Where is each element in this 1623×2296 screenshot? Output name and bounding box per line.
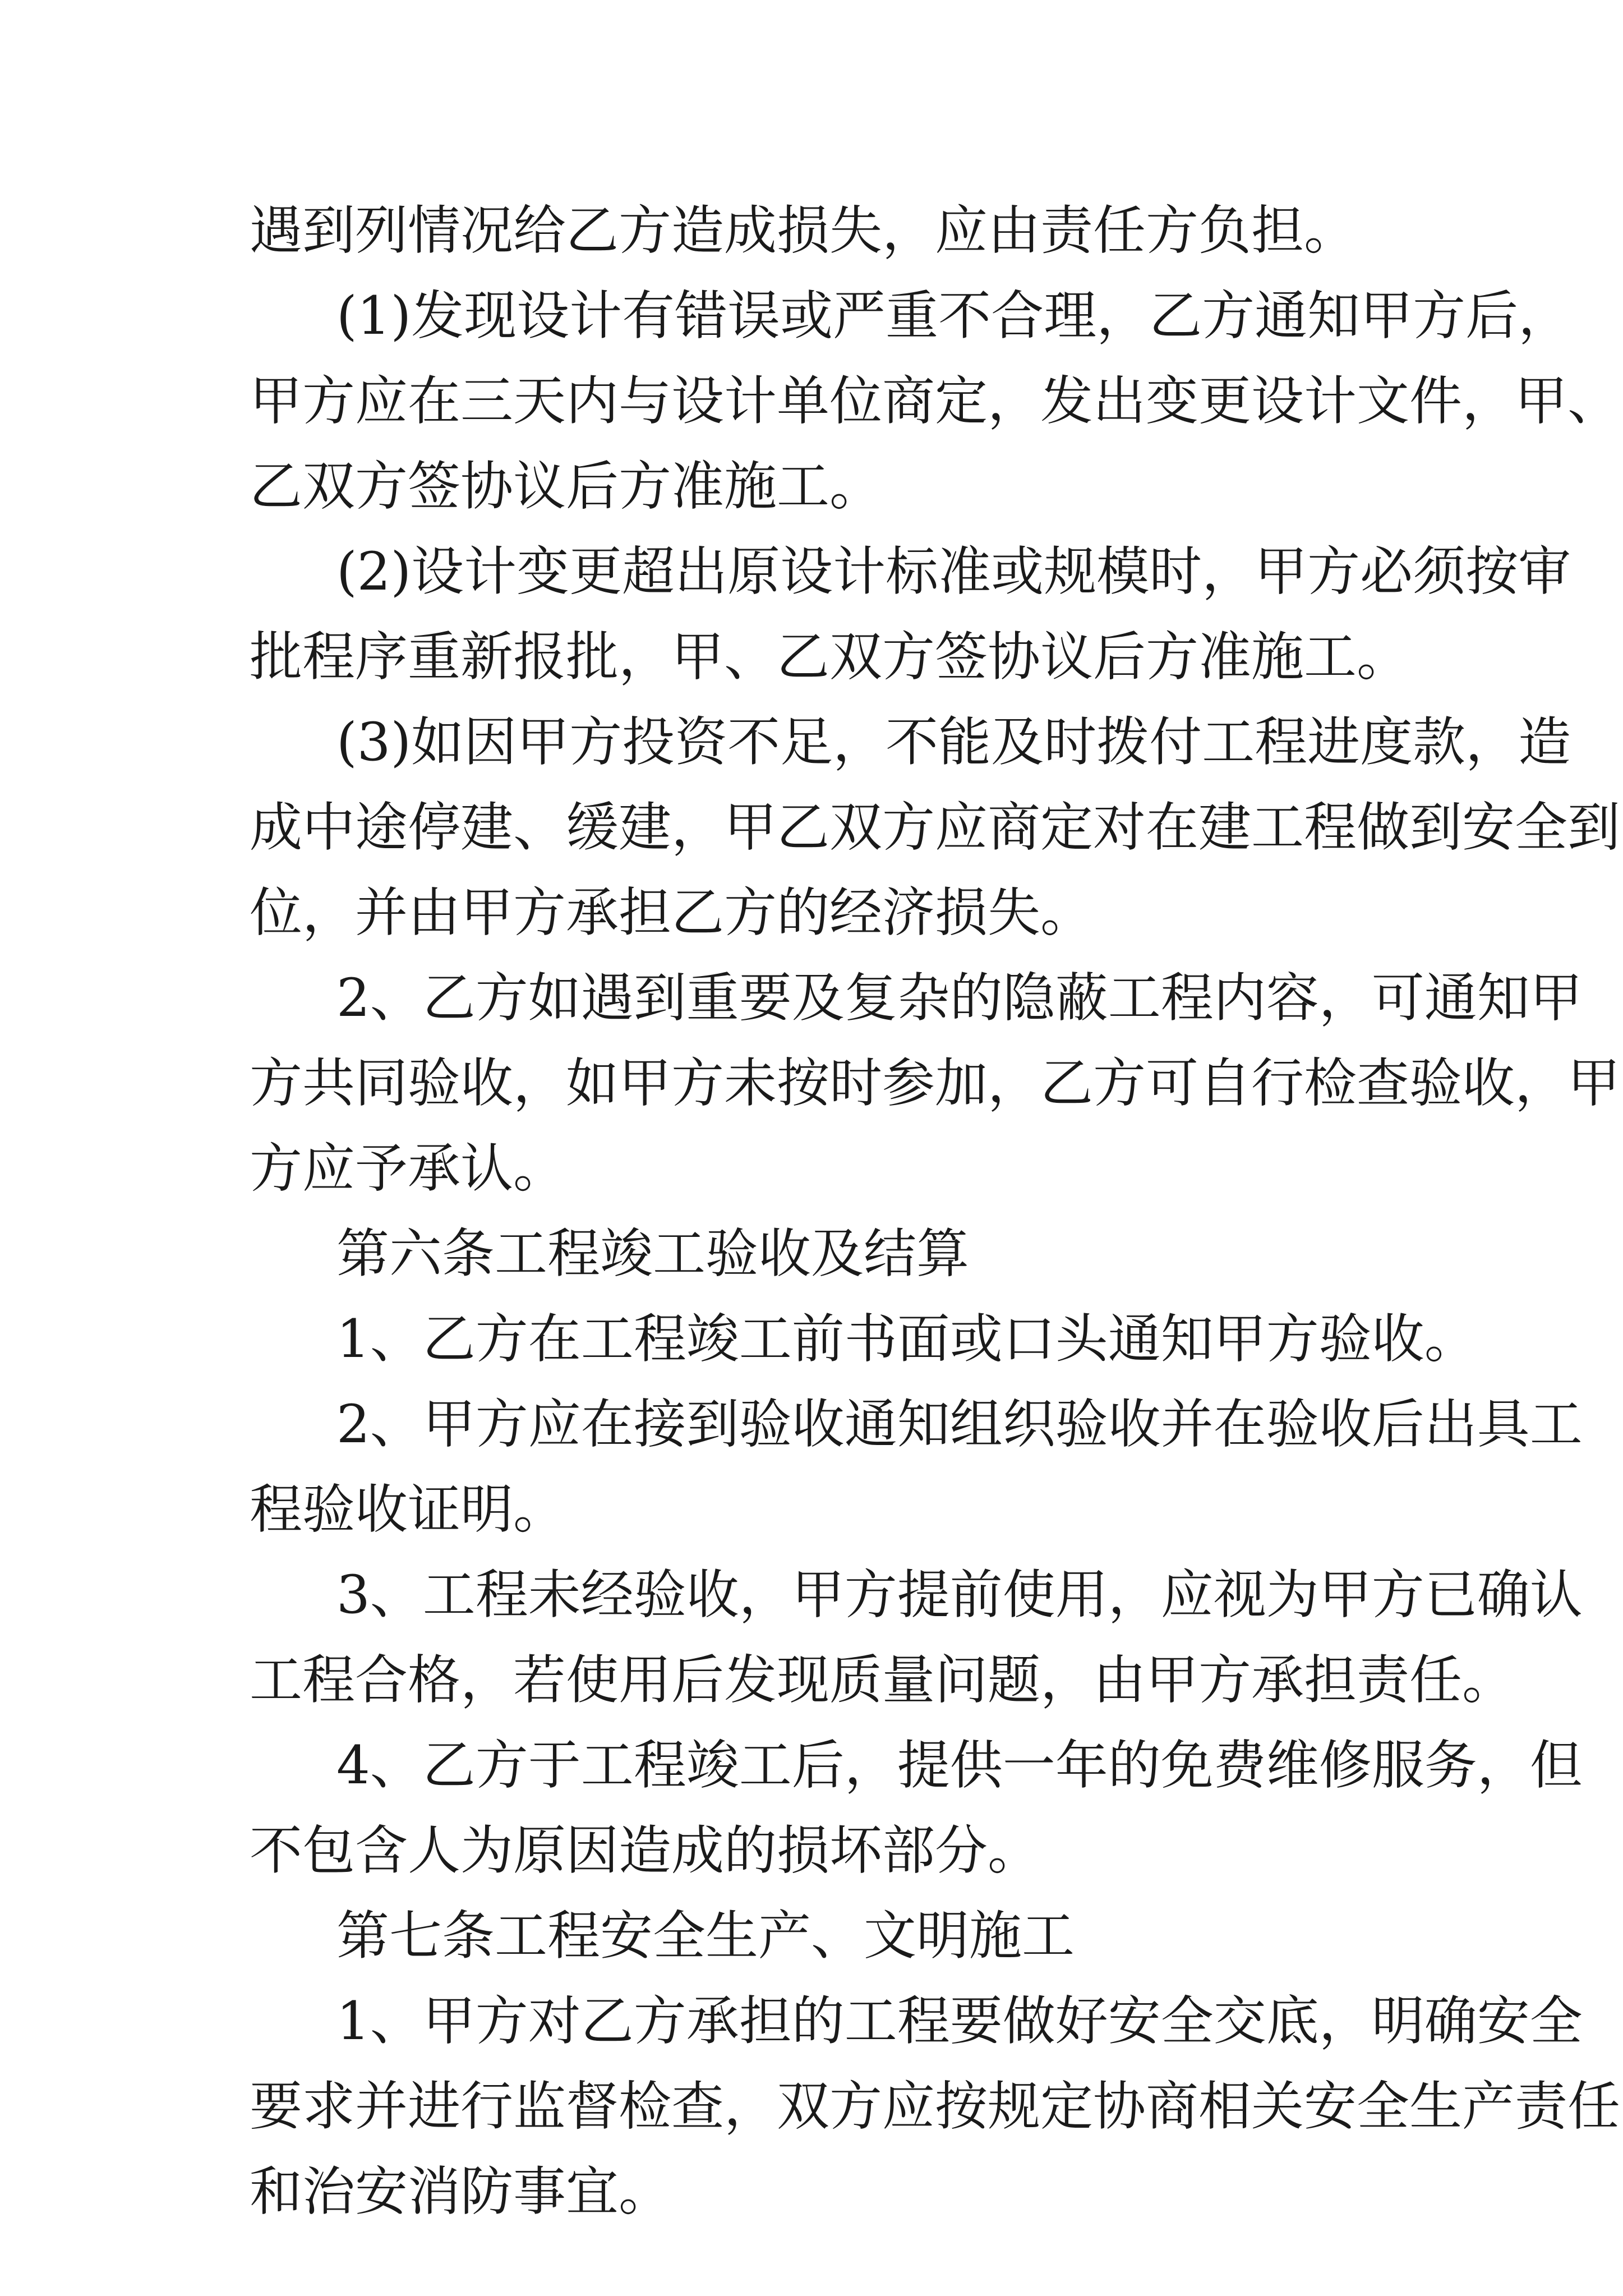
text-line: 程验收证明。 [250, 1479, 566, 1540]
section-heading: 第六条工程竣工验收及结算 [336, 1223, 970, 1285]
text-line: 成中途停建、缓建，甲乙双方应商定对在建工程做到安全到 [250, 797, 1621, 858]
text-line: 4、乙方于工程竣工后，提供一年的免费维修服务，但 [336, 1735, 1583, 1796]
text-line: 位，并由甲方承担乙方的经济损失。 [250, 882, 1094, 944]
text-line: (2)设计变更超出原设计标准或规模时，甲方必须按审 [336, 541, 1571, 602]
text-line: 3、工程未经验收，甲方提前使用，应视为甲方已确认 [336, 1565, 1583, 1626]
text-line: 2、乙方如遇到重要及复杂的隐蔽工程内容，可通知甲 [336, 968, 1583, 1029]
text-line: 方共同验收，如甲方未按时参加，乙方可自行检查验收，甲 [250, 1053, 1621, 1114]
text-line: 乙双方签协议后方准施工。 [250, 456, 883, 517]
text-line: 2、甲方应在接到验收通知组织验收并在验收后出具工 [336, 1394, 1583, 1455]
text-line: (3)如因甲方投资不足，不能及时拨付工程进度款，造 [336, 712, 1571, 773]
text-line: 批程序重新报批，甲、乙双方签协议后方准施工。 [250, 627, 1410, 688]
text-line: 工程合格，若使用后发现质量问题，由甲方承担责任。 [250, 1650, 1515, 1711]
text-line: 甲方应在三天内与设计单位商定，发出变更设计文件，甲、 [250, 371, 1621, 432]
text-line: 和治安消防事宜。 [250, 2161, 672, 2223]
text-line: 1、乙方在工程竣工前书面或口头通知甲方验收。 [336, 1309, 1477, 1370]
text-line: 不包含人为原因造成的损坏部分。 [250, 1820, 1041, 1881]
text-line: 方应予承认。 [250, 1138, 566, 1199]
text-line: 要求并进行监督检查，双方应按规定协商相关安全生产责任 [250, 2076, 1621, 2137]
text-line: 1、甲方对乙方承担的工程要做好安全交底，明确安全 [336, 1991, 1583, 2052]
section-heading: 第七条工程安全生产、文明施工 [336, 1906, 1075, 1967]
text-line: (1)发现设计有错误或严重不合理，乙方通知甲方后， [336, 286, 1571, 347]
text-line: 遇到列情况给乙方造成损失，应由责任方负担。 [250, 200, 1357, 261]
